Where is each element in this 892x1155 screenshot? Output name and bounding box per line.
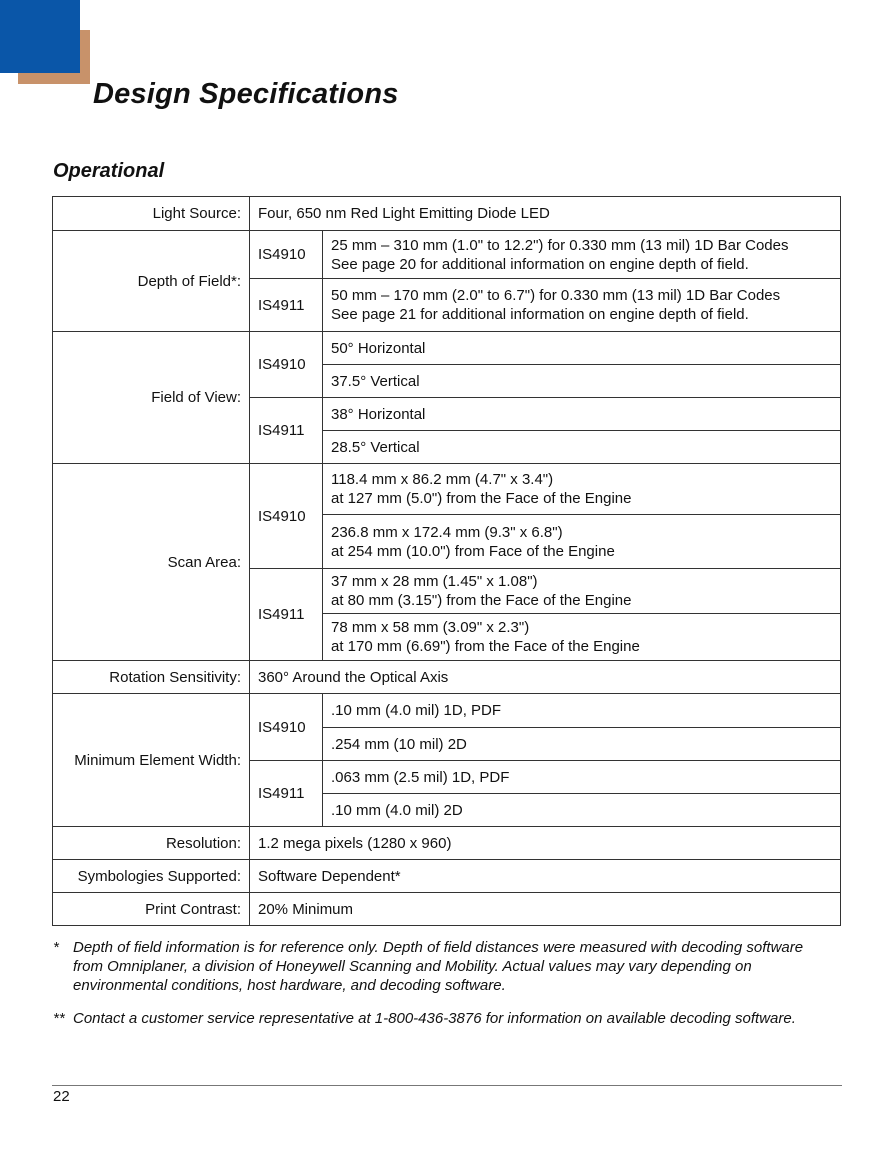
dof-is4911-line1: 50 mm – 170 mm (2.0" to 6.7") for 0.330 mm (13 mil) 1D Bar Codes xyxy=(331,287,781,304)
dof-model-is4911: IS4911 xyxy=(250,279,323,332)
fov-model-is4910: IS4910 xyxy=(250,332,323,398)
scan-is4910-near-distance: at 127 mm (5.0") from the Face of the Engine xyxy=(331,490,632,507)
min-element-is4911-1d: .063 mm (2.5 mil) 1D, PDF xyxy=(323,761,841,794)
row-light-source xyxy=(53,197,841,231)
scan-is4911-near-size: 37 mm x 28 mm (1.45" x 1.08") xyxy=(331,573,538,590)
dof-value-is4910 xyxy=(323,231,841,279)
resolution-value: 1.2 mega pixels (1280 x 960) xyxy=(250,827,841,860)
symbologies-label: Symbologies Supported: xyxy=(53,860,250,893)
fov-model-is4911: IS4911 xyxy=(250,398,323,464)
logo-blue-square xyxy=(0,0,80,73)
print-contrast-value: 20% Minimum xyxy=(250,893,841,926)
fov-is4910-horizontal: 50° Horizontal xyxy=(323,332,841,365)
scan-is4910-near-size: 118.4 mm x 86.2 mm (4.7" x 3.4") xyxy=(331,471,554,488)
specifications-table xyxy=(52,196,841,926)
footnote-marker-1: * xyxy=(53,939,59,956)
row-min-element-is4910-1d xyxy=(53,694,841,728)
scan-is4911-far-distance: at 170 mm (6.69") from the Face of the Engine xyxy=(331,638,640,655)
row-resolution xyxy=(53,827,841,860)
dof-value-is4911 xyxy=(323,279,841,332)
field-of-view-label: Field of View: xyxy=(53,332,250,464)
scan-is4911-far-size: 78 mm x 58 mm (3.09" x 2.3") xyxy=(331,619,530,636)
page-title: Design Specifications xyxy=(93,78,399,110)
scan-is4911-far xyxy=(323,614,841,661)
dof-is4911-line2: See page 21 for additional information on engine depth of field. xyxy=(331,306,749,323)
min-element-label: Minimum Element Width: xyxy=(53,694,250,827)
light-source-value: Four, 650 nm Red Light Emitting Diode LED xyxy=(250,197,841,231)
section-heading: Operational xyxy=(53,160,165,182)
row-rotation-sensitivity xyxy=(53,661,841,694)
row-symbologies xyxy=(53,860,841,893)
row-depth-of-field-is4910 xyxy=(53,231,841,279)
footnote-text-2: Contact a customer service representative at 1-800-436-3876 for information on available decoding software. xyxy=(73,1010,796,1027)
resolution-label: Resolution: xyxy=(53,827,250,860)
dof-is4910-line1: 25 mm – 310 mm (1.0" to 12.2") for 0.330 mm (13 mil) 1D Bar Codes xyxy=(331,236,789,254)
min-element-model-is4910: IS4910 xyxy=(250,694,323,761)
min-element-is4910-1d: .10 mm (4.0 mil) 1D, PDF xyxy=(323,694,841,728)
min-element-is4910-2d: .254 mm (10 mil) 2D xyxy=(323,728,841,761)
light-source-label: Light Source: xyxy=(53,197,250,231)
row-scan-area-is4910-near xyxy=(53,464,841,515)
min-element-is4911-2d: .10 mm (4.0 mil) 2D xyxy=(323,794,841,827)
page-number: 22 xyxy=(53,1088,70,1105)
footer-divider xyxy=(52,1085,842,1086)
dof-model-is4910: IS4910 xyxy=(250,231,323,279)
fov-is4911-vertical: 28.5° Vertical xyxy=(323,431,841,464)
footnote-text-1: Depth of field information is for reference only. Depth of field distances were measured with decoding software from Omniplaner, a division of Honeywell Scanning and Mobility. Actual values may vary depending on environmental conditions, host hardware, and decoding software. xyxy=(73,939,804,994)
scan-is4911-near xyxy=(323,569,841,614)
scan-is4910-near xyxy=(323,464,841,515)
scan-is4910-far xyxy=(323,515,841,569)
rotation-label: Rotation Sensitivity: xyxy=(53,661,250,694)
scan-is4911-near-distance: at 80 mm (3.15") from the Face of the Engine xyxy=(331,592,632,609)
depth-of-field-label: Depth of Field*: xyxy=(53,231,250,332)
footnote-marker-2: ** xyxy=(53,1010,65,1027)
min-element-model-is4911: IS4911 xyxy=(250,761,323,827)
rotation-value: 360° Around the Optical Axis xyxy=(250,661,841,694)
row-print-contrast xyxy=(53,893,841,926)
footnote-customer-service xyxy=(53,1009,813,1028)
scan-is4910-far-size: 236.8 mm x 172.4 mm (9.3" x 6.8") xyxy=(331,523,563,541)
fov-is4910-vertical: 37.5° Vertical xyxy=(323,365,841,398)
row-fov-is4910-horizontal xyxy=(53,332,841,365)
dof-is4910-line2: See page 20 for additional information on engine depth of field. xyxy=(331,255,749,273)
scan-model-is4911: IS4911 xyxy=(250,569,323,661)
scan-is4910-far-distance: at 254 mm (10.0") from Face of the Engine xyxy=(331,542,615,560)
scan-model-is4910: IS4910 xyxy=(250,464,323,569)
fov-is4911-horizontal: 38° Horizontal xyxy=(323,398,841,431)
footnote-depth-of-field xyxy=(53,938,813,995)
symbologies-value: Software Dependent* xyxy=(250,860,841,893)
print-contrast-label: Print Contrast: xyxy=(53,893,250,926)
scan-area-label: Scan Area: xyxy=(53,464,250,661)
